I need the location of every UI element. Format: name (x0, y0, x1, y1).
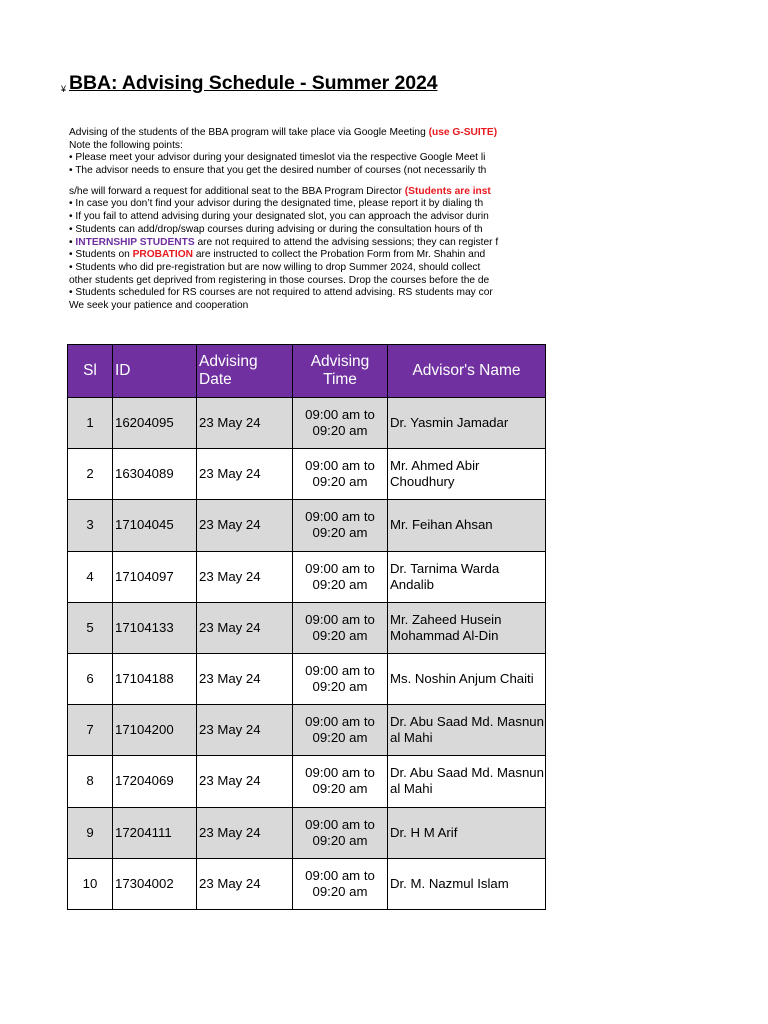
notes-line-10 (69, 249, 545, 262)
notes-line-13: • Students scheduled for RS courses are not required to attend advising. RS students may cor (69, 287, 493, 299)
row-student-id: 17104200 (113, 705, 197, 756)
table-row (68, 398, 546, 449)
row-advising-time: 09:00 am to 09:20 am (293, 756, 388, 807)
notes-line-1 (69, 127, 545, 140)
row-advising-time: 09:00 am to 09:20 am (293, 398, 388, 449)
header-sl: Sl (68, 345, 113, 398)
table-header-row (68, 345, 546, 398)
row-advising-date: 23 May 24 (197, 756, 293, 807)
row-advisor-name: Dr. H M Arif (388, 807, 546, 858)
header-id: ID (113, 345, 197, 398)
header-advising-date: Advising Date (197, 345, 293, 398)
table-row (68, 449, 546, 500)
row-advising-time: 09:00 am to 09:20 am (293, 858, 388, 909)
row-sl: 8 (68, 756, 113, 807)
row-sl: 1 (68, 398, 113, 449)
students-instructed-highlight: (Students are inst (404, 185, 491, 197)
row-advisor-name: Dr. Abu Saad Md. Masnun al Mahi (388, 705, 546, 756)
row-student-id: 16304089 (113, 449, 197, 500)
notes-line-6: • In case you don’t find your advisor during the designated time, please report it by dialing th (69, 198, 484, 210)
table-row (68, 653, 546, 704)
advising-notes (69, 127, 545, 313)
cell-marker: ¥ (61, 84, 67, 94)
row-advising-date: 23 May 24 (197, 858, 293, 909)
row-student-id: 17104097 (113, 551, 197, 602)
notes-line-5 (69, 186, 545, 199)
row-student-id: 17204069 (113, 756, 197, 807)
row-advising-date: 23 May 24 (197, 807, 293, 858)
row-advising-date: 23 May 24 (197, 705, 293, 756)
notes-text: Advising of the students of the BBA program will take place via Google Meeting (69, 127, 429, 138)
row-advising-time: 09:00 am to 09:20 am (293, 602, 388, 653)
row-sl: 6 (68, 653, 113, 704)
row-advisor-name: Mr. Ahmed Abir Choudhury (388, 449, 546, 500)
row-advisor-name: Mr. Zaheed Husein Mohammad Al-Din (388, 602, 546, 653)
row-advising-date: 23 May 24 (197, 653, 293, 704)
notes-bullet: • (69, 236, 76, 248)
row-student-id: 17104133 (113, 602, 197, 653)
row-sl: 9 (68, 807, 113, 858)
probation-highlight: PROBATION (132, 249, 193, 261)
row-advising-time: 09:00 am to 09:20 am (293, 551, 388, 602)
row-student-id: 17104045 (113, 500, 197, 551)
table-row (68, 551, 546, 602)
row-sl: 5 (68, 602, 113, 653)
table-row (68, 705, 546, 756)
row-sl: 3 (68, 500, 113, 551)
row-advisor-name: Mr. Feihan Ahsan (388, 500, 546, 551)
row-advising-time: 09:00 am to 09:20 am (293, 705, 388, 756)
row-advising-time: 09:00 am to 09:20 am (293, 500, 388, 551)
advising-schedule-table (67, 344, 546, 910)
header-advising-time: Advising Time (293, 345, 388, 398)
row-advising-date: 23 May 24 (197, 398, 293, 449)
notes-text: are instructed to collect the Probation Form from Mr. Shahin and (192, 249, 486, 261)
notes-text: s/he will forward a request for additional seat to the BBA Program Director (69, 185, 405, 197)
notes-line-3: • Please meet your advisor during your designated timeslot via the respective Google Meet li (69, 152, 486, 164)
notes-line-12: other students get deprived from registering in those courses. Drop the courses before the de (69, 274, 490, 286)
table-row (68, 807, 546, 858)
row-advisor-name: Dr. Abu Saad Md. Masnun al Mahi (388, 756, 546, 807)
row-student-id: 17204111 (113, 807, 197, 858)
row-advising-date: 23 May 24 (197, 551, 293, 602)
notes-line-8: • Students can add/drop/swap courses during advising or during the consultation hours of th (69, 223, 483, 235)
row-advising-date: 23 May 24 (197, 500, 293, 551)
notes-line-9 (69, 237, 545, 250)
notes-line-14: We seek your patience and cooperation (69, 299, 249, 311)
row-advising-time: 09:00 am to 09:20 am (293, 653, 388, 704)
row-sl: 2 (68, 449, 113, 500)
row-advising-date: 23 May 24 (197, 602, 293, 653)
page-title: BBA: Advising Schedule - Summer 2024 (69, 72, 438, 94)
notes-text: • Students on (69, 249, 133, 261)
table-row (68, 500, 546, 551)
row-advising-date: 23 May 24 (197, 449, 293, 500)
row-advisor-name: Dr. Tarnima Warda Andalib (388, 551, 546, 602)
row-advising-time: 09:00 am to 09:20 am (293, 449, 388, 500)
row-student-id: 16204095 (113, 398, 197, 449)
row-advisor-name: Dr. Yasmin Jamadar (388, 398, 546, 449)
gsuite-highlight: (use G-SUITE) (428, 127, 498, 138)
table-row (68, 858, 546, 909)
row-sl: 10 (68, 858, 113, 909)
notes-line-11: • Students who did pre-registration but are now willing to drop Summer 2024, should collect (69, 261, 481, 273)
row-advisor-name: Ms. Noshin Anjum Chaiti (388, 653, 546, 704)
row-student-id: 17104188 (113, 653, 197, 704)
row-advisor-name: Dr. M. Nazmul Islam (388, 858, 546, 909)
row-sl: 7 (68, 705, 113, 756)
table-row (68, 602, 546, 653)
notes-line-4: • The advisor needs to ensure that you get the desired number of courses (not necessarily th (69, 165, 487, 177)
notes-text: are not required to attend the advising sessions; they can register f (194, 236, 499, 248)
notes-line-2: Note the following points: (69, 139, 183, 151)
notes-line-7: • If you fail to attend advising during your designated slot, you can approach the advisor durin (69, 211, 489, 223)
row-student-id: 17304002 (113, 858, 197, 909)
header-advisor-name: Advisor's Name (388, 345, 546, 398)
internship-highlight: INTERNSHIP STUDENTS (75, 236, 195, 248)
row-sl: 4 (68, 551, 113, 602)
row-advising-time: 09:00 am to 09:20 am (293, 807, 388, 858)
table-row (68, 756, 546, 807)
